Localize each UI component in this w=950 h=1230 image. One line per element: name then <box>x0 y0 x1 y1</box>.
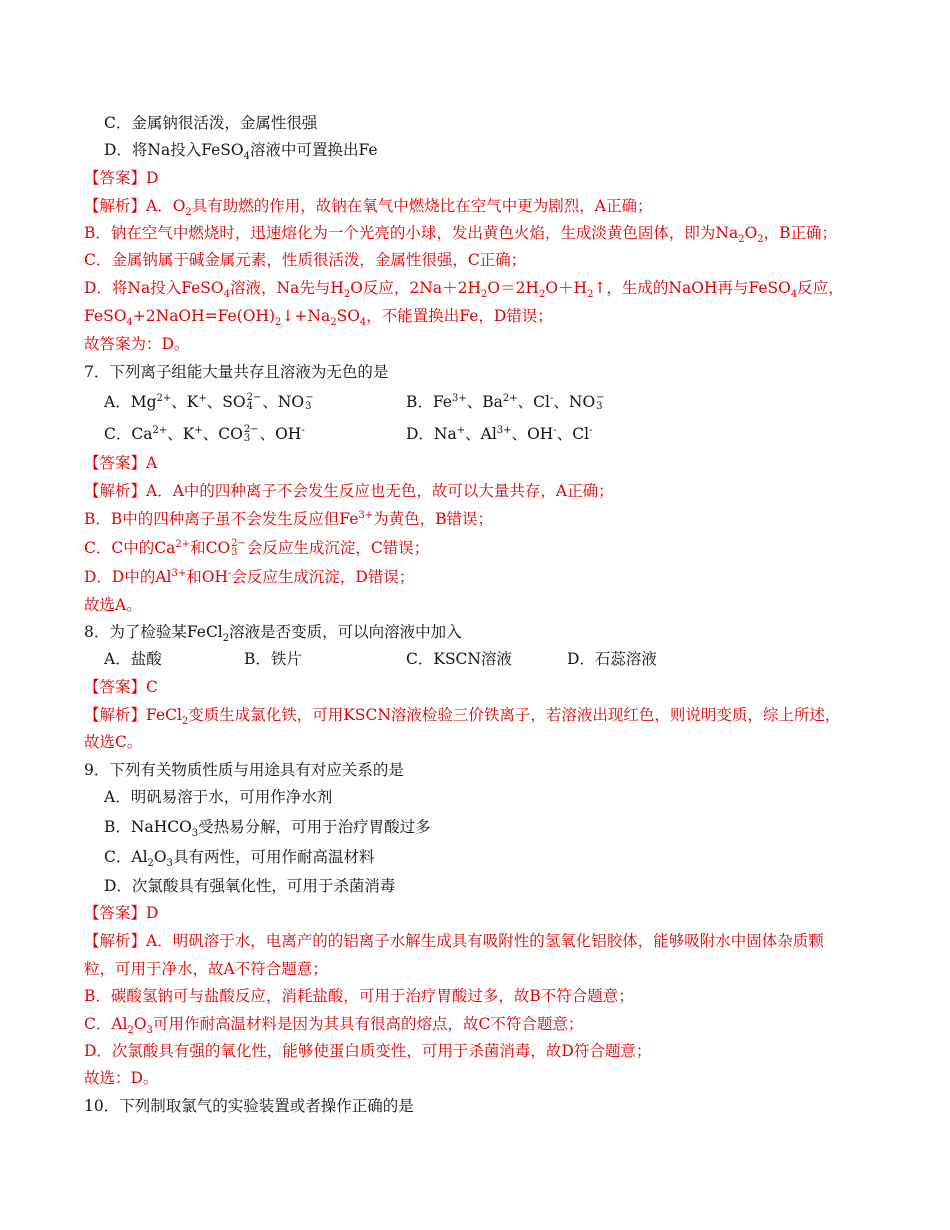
q9-option-d: D．次氯酸具有强氧化性，可用于杀菌消毒 <box>104 877 396 895</box>
q9-conclusion: 故选：D。 <box>84 1069 159 1087</box>
q9-option-c: C．$Al_2O_3$具有两性，可用作耐高温材料 <box>104 848 375 870</box>
q7-explanation-b: B．B中的四种离子虽不会发生反应但$Fe^{3+}$为黄色，B错误； <box>84 509 494 528</box>
q9-explanation-a1: 【解析】A．明矾溶于水，电离产的的铝离子水解生成具有吸附性的氢氧化铝胶体，能够吸附水中固体杂质颗 <box>84 932 824 950</box>
q6-explanation-c: C．金属钠属于碱金属元素，性质很活泼，金属性很强，C正确； <box>84 251 527 269</box>
q9-answer: 【答案】D <box>84 904 159 922</box>
q6-explanation-d: D．将Na投入FeSO$_4$溶液，Na先与$H_2O$反应，$2Na+2H_2O=2H_2O+H_2↑$，生成的NaOH再与FeSO$_4$反应， <box>84 279 844 301</box>
q6-answer: 【答案】D <box>84 169 159 187</box>
q6-explanation-b: B．钠在空气中燃烧时，迅速熔化为一个光亮的小球，发出黄色火焰，生成淡黄色固体，即为$Na_2O_2$，B正确； <box>84 224 838 246</box>
q9-option-b: B．NaHCO$_3$受热易分解，可用于治疗胃酸过多 <box>104 818 431 840</box>
q6-explanation-e: $FeSO_4+2NaOH=Fe(OH)_2↓+Na_2SO_4$，不能置换出Fe，D错误； <box>84 307 553 329</box>
q8-option-d: D．石蕊溶液 <box>567 650 657 668</box>
q8-option-c: C．KSCN溶液 <box>406 650 512 668</box>
q7-option-d: D．Na+、$Al^{3+}$、OH-、Cl- <box>406 424 593 443</box>
q7-stem: 7．下列离子组能大量共存且溶液为无色的是 <box>84 363 389 381</box>
q7-option-b: B．$Fe^{3+}$、$Ba^{2+}$、Cl-、NO − 3 <box>406 392 605 412</box>
q7-explanation-c: C．C中的$Ca^{2+}$和CO 2− 3 会反应生成沉淀，C错误； <box>84 538 430 558</box>
q7-explanation-d: D．D中的$Al^{3+}$和OH-会反应生成沉淀，D错误； <box>84 567 415 586</box>
q7-explanation-a: 【解析】A．A中的四种离子不会发生反应也无色，故可以大量共存，A正确； <box>84 482 614 500</box>
q9-explanation-d: D．次氯酸具有强的氧化性，能够使蛋白质变性，可用于杀菌消毒，故D符合题意； <box>84 1042 652 1060</box>
q6-option-d: D．将Na投入FeSO$_4$溶液中可置换出Fe <box>104 141 378 163</box>
q8-explanation-2: 故选C。 <box>84 733 143 751</box>
q8-option-a: A．盐酸 <box>104 650 162 668</box>
q9-explanation-c: C．$Al_2O_3$可用作耐高温材料是因为其具有很高的熔点，故C不符合题意； <box>84 1015 584 1037</box>
q6-option-c: C．金属钠很活泼，金属性很强 <box>104 114 318 132</box>
q9-explanation-a2: 粒，可用于净水，故A不符合题意； <box>84 960 328 978</box>
q8-explanation-1: 【解析】FeCl$_2$变质生成氯化铁，可用KSCN溶液检验三价铁离子，若溶液出现红色，则说明变质，综上所述， <box>84 706 841 728</box>
q7-option-a: A．$Mg^{2+}$、K+、SO 2− 4 、NO − 3 <box>104 392 314 412</box>
q7-conclusion: 故选A。 <box>84 596 142 614</box>
q7-answer: 【答案】A <box>84 454 158 472</box>
q6-conclusion: 故答案为：D。 <box>84 335 190 353</box>
q10-stem: 10．下列制取氯气的实验装置或者操作正确的是 <box>84 1097 414 1115</box>
q6-explanation-a: 【解析】A．$O_2$具有助燃的作用，故钠在氧气中燃烧比在空气中更为剧烈，A正确； <box>84 197 653 219</box>
q9-stem: 9．下列有关物质性质与用途具有对应关系的是 <box>84 761 404 779</box>
q8-answer: 【答案】C <box>84 678 158 696</box>
q7-option-c: C．$Ca^{2+}$、K+、CO 2− 3 、OH- <box>104 424 305 444</box>
q8-option-b: B．铁片 <box>244 650 302 668</box>
q9-explanation-b: B．碳酸氢钠可与盐酸反应，消耗盐酸，可用于治疗胃酸过多，故B不符合题意； <box>84 987 634 1005</box>
q9-option-a: A．明矾易溶于水，可用作净水剂 <box>104 788 333 806</box>
q8-stem: 8．为了检验某FeCl$_2$溶液是否变质，可以向溶液中加入 <box>84 623 462 645</box>
